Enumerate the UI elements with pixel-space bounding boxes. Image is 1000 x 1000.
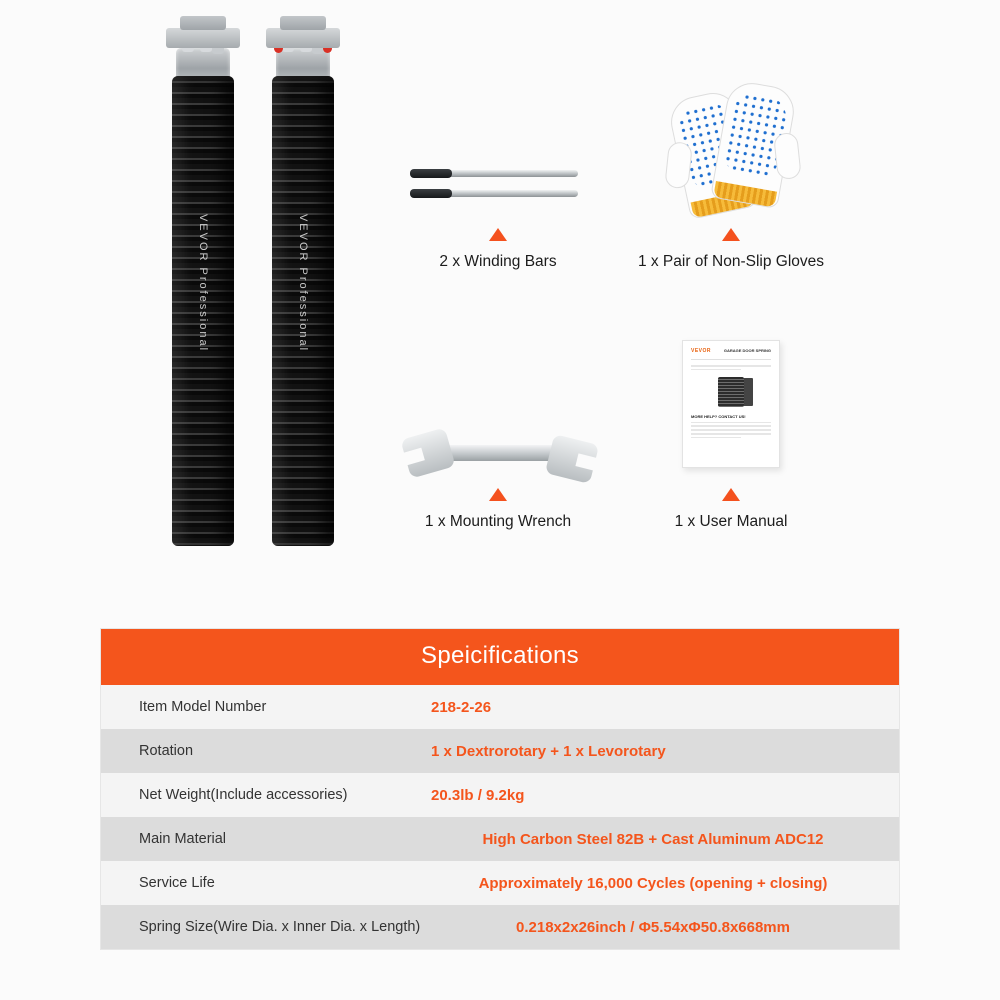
manual-divider (691, 359, 771, 360)
manual-contact-heading: MORE HELP? CONTACT US! (691, 414, 746, 420)
manual-text-line (691, 433, 771, 435)
table-row (101, 773, 899, 817)
spring-brand-text: VEVOR Professional (197, 213, 209, 352)
arrow-up-icon (489, 228, 507, 241)
user-manual-illustration (682, 340, 780, 468)
spring-mount-plate (166, 28, 240, 48)
specifications-title: Speicifications (101, 629, 899, 685)
wrench-head-icon (545, 434, 599, 484)
spec-label: Item Model Number (139, 699, 267, 715)
spec-value: 1 x Dextrorotary + 1 x Levorotary (431, 742, 666, 760)
manual-text-line (691, 437, 741, 439)
wrench-head-icon (400, 427, 455, 478)
arrow-up-icon (722, 228, 740, 241)
spec-label: Rotation (139, 743, 194, 759)
manual-text-line (691, 422, 771, 424)
caption-text: 2 x Winding Bars (439, 253, 557, 270)
caption-text: 1 x Mounting Wrench (424, 513, 572, 530)
spec-value: 0.218x2x26inch / Φ5.54xΦ50.8x668mm (516, 918, 790, 936)
caption-text: 1 x Pair of Non-Slip Gloves (637, 253, 825, 270)
winding-bar (410, 190, 578, 197)
mounting-wrench-illustration (405, 425, 595, 485)
arrow-up-icon (722, 488, 740, 501)
caption-manual (620, 488, 842, 531)
spec-value: 20.3lb / 9.2kg (431, 786, 525, 804)
spring-brand-text: VEVOR Professional (297, 213, 309, 352)
spring-coil (172, 76, 234, 546)
table-row (101, 685, 899, 729)
winding-bar (410, 170, 578, 177)
manual-figure (718, 377, 744, 407)
caption-gloves (612, 228, 850, 271)
caption-winding-bars (398, 228, 598, 271)
manual-doc-title: GARAGE DOOR SPRING (723, 348, 771, 353)
spec-value: 218-2-26 (431, 698, 492, 716)
table-row (101, 729, 899, 773)
spec-label: Spring Size(Wire Dia. x Inner Dia. x Length) (139, 919, 421, 935)
glove-thumb (773, 132, 802, 180)
manual-brand-label: VEVOR (691, 348, 712, 354)
gloves-illustration (672, 78, 792, 226)
spring-coil (272, 76, 334, 546)
spring-mount-plate (266, 28, 340, 48)
bar-grip (410, 189, 452, 198)
table-row (101, 905, 899, 949)
manual-text-line (691, 429, 771, 431)
manual-text-line (691, 365, 771, 367)
caption-text: 1 x User Manual (674, 513, 788, 530)
manual-text-line (691, 425, 771, 427)
spec-label: Main Material (139, 831, 227, 847)
spec-label: Net Weight(Include accessories) (139, 787, 348, 803)
table-row (101, 861, 899, 905)
caption-wrench (398, 488, 598, 531)
winding-bars-illustration (410, 160, 590, 220)
spec-value: Approximately 16,000 Cycles (opening + closing) (478, 874, 828, 892)
manual-text-line (691, 369, 741, 371)
spec-label: Service Life (139, 875, 215, 891)
glove-thumb (664, 141, 693, 189)
spec-value: High Carbon Steel 82B + Cast Aluminum ADC12 (482, 830, 824, 848)
arrow-up-icon (489, 488, 507, 501)
table-row (101, 817, 899, 861)
specifications-table (100, 628, 900, 950)
bar-grip (410, 169, 452, 178)
